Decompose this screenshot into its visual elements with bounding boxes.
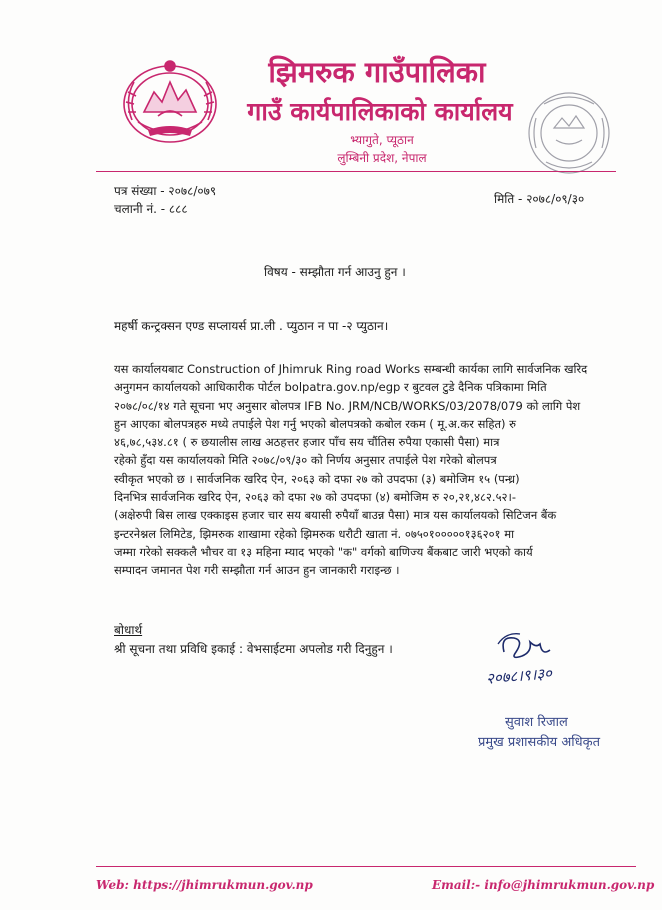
dispatch-number: चलानी नं. - ८८८ [114, 202, 188, 216]
body-line: इन्टरनेश्नल लिमिटेड, झिमरुक शाखामा रहेको झिमरुक धरौटी खाता नं. ०७५०१०००००१३६२०१ मा [114, 526, 515, 541]
body-line: अनुगमन कार्यालयको आधिकारीक पोर्टल bolpatra.gov.np/egp र बुटवल टुडे दैनिक पत्रिकामा मिति [114, 380, 547, 395]
body-line: (अक्षेरुपी बिस लाख एक्काइस हजार चार सय बयासी रुपैयाँ बाउन्न पैसा) मात्र यस कार्यालयको सिटिजन बैंक [114, 508, 557, 523]
footer-email: Email:- info@jhimrukmun.gov.np [432, 878, 655, 892]
nepal-government-emblem-icon [114, 52, 226, 148]
body-line: जम्मा गरेको सक्कलै भौचर वा १३ महिना म्याद भएको "क" वर्गको बाणिज्य बैंकबाट जारी भएको कार्य [114, 544, 533, 559]
office-name: गाउँ कार्यपालिकाको कार्यालय [247, 97, 513, 126]
body-line: दिनभित्र सार्वजनिक खरिद ऐन, २०६३ को दफा २७ को उपदफा (४) बमोजिम रु २०,२१,४८२.५२।- [114, 490, 517, 505]
body-line: हुन आएका बोलपत्रहरु मध्ये तपाईले पेश गर्नु भएको बोलपत्रको कबोल रकम ( मू.अ.कर सहित) रु [114, 416, 517, 431]
office-location: भ्यागुते, प्यूठान [350, 133, 414, 147]
signature-date: २०७८।९।३० [485, 664, 553, 688]
body-line: यस कार्यालयबाट Construction of Jhimruk Ring road Works सम्बन्धी कार्यका लागि सार्वजनिक खरिद [114, 362, 588, 376]
letter-date: मिति - २०७८/०९/३० [494, 192, 585, 206]
organization-name: झिमरुक गाउँपालिका [268, 55, 486, 89]
body-line: रहेको हुँदा यस कार्यालयको मिति २०७८/०९/३० को निर्णय अनुसार तपाईले पेश गरेको बोलपत्र [114, 453, 497, 468]
letter-subject: विषय - सम्झौता गर्न आउनु हुन । [264, 265, 406, 279]
header-divider [96, 171, 616, 172]
cc-heading: बोधार्थ [114, 623, 143, 637]
office-province: लुम्बिनी प्रदेश, नेपाल [337, 151, 427, 165]
body-line: २०७८/०८/१४ गते सूचना भए अनुसार बोलपत्र IFB No. JRM/NCB/WORKS/03/2078/079 को लागि पेश [114, 398, 581, 413]
letter-body [114, 360, 610, 580]
footer-divider [96, 866, 636, 867]
official-stamp-icon [524, 88, 614, 178]
letter-number: पत्र संख्या - २०७८/०७९ [114, 184, 217, 198]
handwritten-signature-icon [470, 622, 610, 702]
body-line: सम्पादन जमानत पेश गरी सम्झौता गर्न आउन हुन जानकारी गराइन्छ । [114, 563, 400, 578]
footer-website: Web: https://jhimrukmun.gov.np [96, 878, 313, 892]
cc-recipient: श्री सूचना तथा प्रविधि इकाई : वेभसाईटमा अपलोड गरी दिनुहुन । [114, 642, 393, 656]
body-line: स्वीकृत भएको छ । सार्वजनिक खरिद ऐन, २०६३ को दफा २७ को उपदफा (३) बमोजिम १५ (पन्ध्र) [114, 471, 520, 486]
signatory-name: सुवाश रिजाल [505, 715, 568, 730]
addressee: महर्षी कन्ट्रक्सन एण्ड सप्लायर्स प्रा.ली . प्युठान न पा -२ प्युठान। [114, 319, 389, 333]
body-line: ४६,७८,५३४.८१ ( रु छयालीस लाख अठहत्तर हजार पाँच सय चौंतिस रुपैया एकासी पैसा) मात्र [114, 435, 500, 450]
signatory-title: प्रमुख प्रशासकीय अधिकृत [478, 735, 601, 750]
